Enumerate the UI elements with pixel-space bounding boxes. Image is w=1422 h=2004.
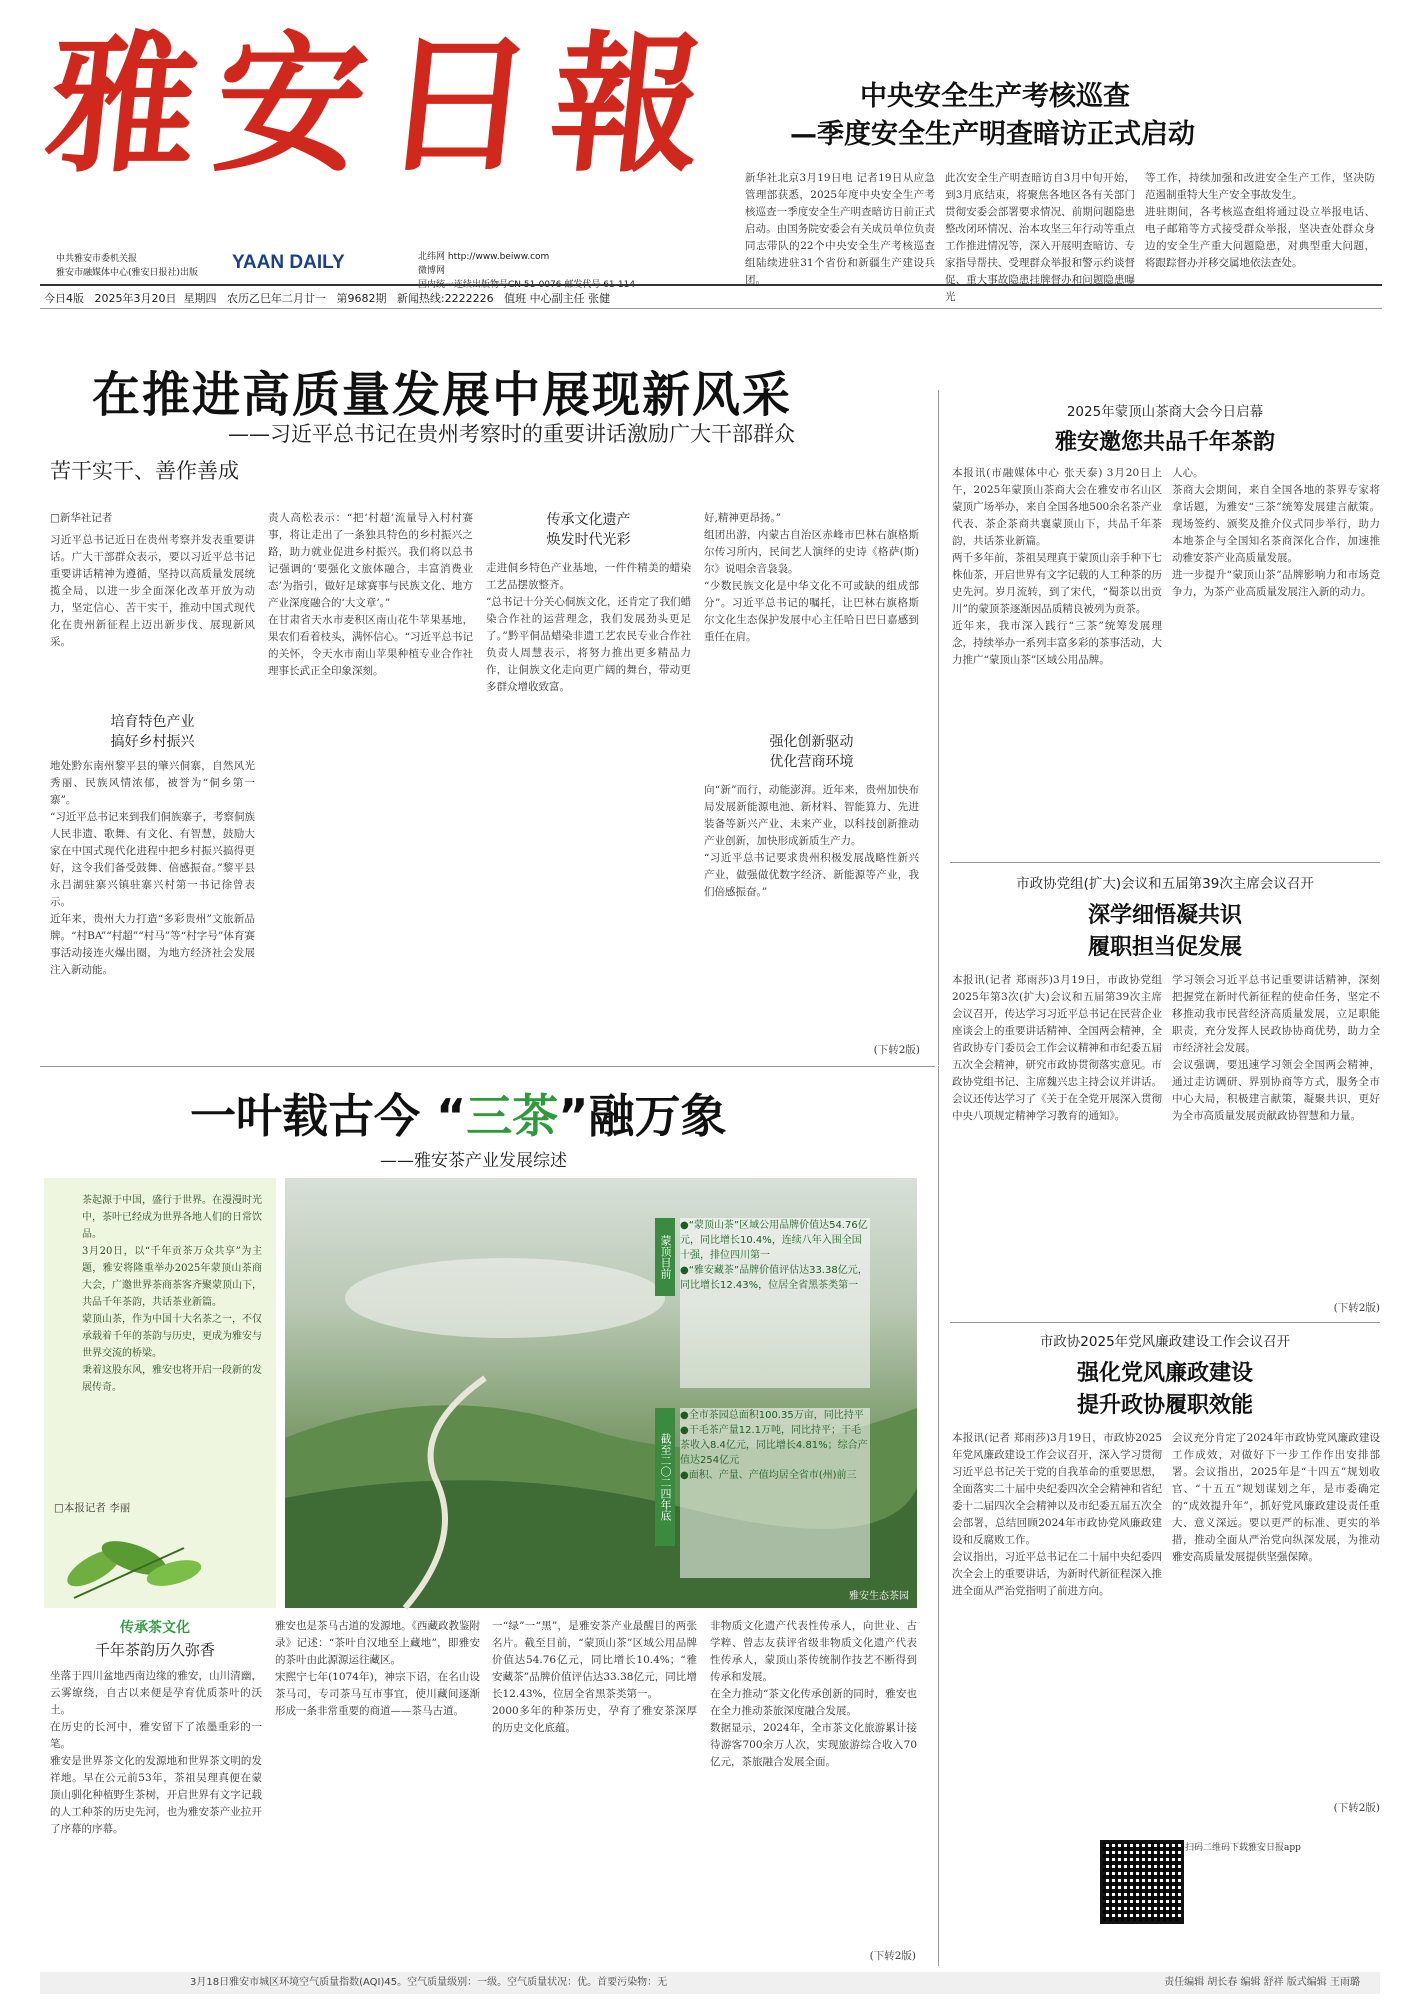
lead-col4: 好,精神更昂扬。” 组团出游，内蒙古自治区赤峰市巴林右旗格斯尔传习所内，民间艺人演绎的史诗《格萨(斯)尔》说唱余音袅袅。 “少数民族文化是中华文化不可或缺的组成部分”。习近平总书记的嘱托，让巴林右旗格斯尔文化生态保护发展中心主任哈日巴日嘉感到重任在肩。 [704,512,919,643]
feature-intro-text: 茶起源于中国，盛行于世界。在漫漫时光中，茶叶已经成为世界各地人们的日常饮品。 3月20日，以“千年贡茶万众共享”为主题，雅安将隆重举办2025年蒙顶山茶商大会，广邀世界茶商茶客齐聚蒙顶山下，共品千年茶韵，共话茶业新篇。 蒙顶山茶，作为中国十大名茶之一，不仅承载着千年的茶韵与历史，更成为雅安与世界交流的桥梁。 秉着这股东风，雅安也将开启一段新的发展传奇。 [82,1195,262,1393]
tea-fair-small-title: 2025年蒙顶山茶商大会今日启幕 [1066,404,1264,420]
tea-fair-col2: 人心。 茶商大会期间，来自全国各地的茶界专家将拿话题，为雅安“三茶”统筹发展建言献策。现场签约、颁奖及推介仪式同步举行，助力本地茶企与全国知名茶商深化合作，加速推动雅安茶产业高质量发展。 进一步提升“蒙顶山茶”品牌影响力和市场竞争力，为茶产业高质量发展注入新的动力。 [1172,467,1380,598]
feature-top-rule [40,1066,935,1067]
feature-title-pre: 一叶载古今 “ [190,1089,467,1143]
qr-code[interactable] [1100,1840,1184,1924]
site2: 北纬网 [418,252,446,262]
photo-credit: 雅安生态茶园 [849,1591,909,1602]
cppcc1-small-title: 市政协党组(扩大)会议和五届第39次主席会议召开 [1016,876,1314,892]
tea-fair-col1: 本报讯(市融媒体中心 张天泰) 3月20日上午，2025年蒙顶山茶商大会在雅安市名山区蒙顶广场举办，来自全国各地500余名茶产业代表、茶企茶商共襄蒙顶山下，共品千年茶韵，共话茶业新篇。 两千多年前，茶祖吴理真于蒙顶山亲手种下七株仙茶，开启世界有文字记载的人工种茶的历史先河。岁月流转，到了宋代，“蜀茶以出贡川”的蒙顶茶逐渐因品质精良被列为贡茶。 近年来，我市深入践行“三茶”统筹发展理念，持续举办一系列丰富多彩的茶事活动，大力推广“蒙顶山茶”区域公用品牌。 [952,467,1162,666]
top-story-title[interactable]: 中央安全生产考核巡查 [860,81,1130,112]
editor-credits: 责任编辑 胡长春 编辑 舒祥 版式编辑 王雨璐 [1164,1977,1360,1988]
feature-subtitle: ——雅安茶产业发展综述 [380,1151,567,1171]
lead-col1b: 地处黔东南州黎平县的肇兴侗寨，自然风光秀丽、民族风情浓郁，被誉为“侗乡第一寨”。 “习近平总书记来到我们侗族寨子，考察侗族人民非遗、歌舞、有文化、有智慧，鼓励大家在中国式现代化进程中把乡村振兴搞得更好，这令我们备受鼓舞、倍感振奋。”黎平县永吕湖驻寨兴镇驻寨兴村第一书记徐曾表示。 近年来，贵州大力打造“多彩贵州”文旅新品牌。“村BA”“村超”“村马”等“村字号”体育赛事活动接连火爆出圈，为地方经济社会发展注入新动能。 [50,760,255,976]
cppcc1-col2: 学习领会习近平总书记重要讲话精神，深刻把握党在新时代新征程的使命任务，坚定不移推动我市民营经济高质量发展，立足职能职责，充分发挥人民政协协商优势，助力全市经济社会发展。 会议强调，要迅速学习领会全国两会精神，通过走访调研、界别协商等方式，服务全市中心大局，积极建言献策，凝聚共识，更好为全市高质量发展贡献政协智慧和力量。 [1172,974,1380,1122]
lead-subtitle2: 苦干实干、善作善成 [50,459,239,483]
footer-bar [40,1972,1380,1994]
lead-byline: □新华社记者 [50,512,113,524]
lead-col3-head: 传承文化遗产 焕发时代光彩 [546,512,631,548]
cppcc1-col1: 本报讯(记者 郑雨莎)3月19日，市政协党组2025年第3次(扩大)会议和五届第39次主席会议召开，传达学习习近平总书记在民营企业座谈会上的重要讲话精神、全国两会精神，全省政协专门委员会工作会议精神和市纪委五届五次全会精神，研究市政协贯彻落实意见。市政协党组书记、主席魏兴忠主持会议并讲话。 会议还传达学习了《关于在全党开展深入贯彻中央八项规定精神学习教育的通知》。 [952,974,1162,1122]
site1: 微博网 [418,266,446,276]
stats-tag-1: 蒙顶目前 [655,1218,675,1296]
feature-title[interactable] [190,1080,726,1146]
cppcc1-continued: (下转2版) [1333,1302,1380,1314]
publisher-line2: 雅安市融媒体中心(雅安日报社)出版 [56,268,199,278]
cppcc2-title1[interactable]: 强化党风廉政建设 [1076,1361,1253,1386]
date-line: 今日4版 2025年3月20日 星期四 农历乙巳年二月廿一 第9682期 新闻热线:2222226 值班 中心副主任 张健 [44,292,611,305]
lead-col3: 走进侗乡特色产业基地，一件件精美的蜡染工艺品摆放整齐。 “总书记十分关心侗族文化，还肯定了我们蜡染合作社的运营理念，我们发展劲头更足了。”黔平侗品蜡染非遗工艺农民专业合作社负责人周慧表示，将努力推出更多精品力作，让侗族文化走向更广阔的舞台，带动更多群众增收致富。 [486,562,691,693]
issn: 国内统一连续出版物号CN 51-0076 邮发代号 61-114 [418,280,636,290]
cppcc2-continued: (下转2版) [1333,1802,1380,1814]
stats-tag-2: 截至二〇二四年底 [655,1408,675,1546]
stats-block-1: ●“蒙顶山茶”区域公用品牌价值达54.76亿元，同比增长10.4%，连续八年入围全国十强，排位四川第一 ●“雅安藏茶”品牌价值评估达33.38亿元，同比增长12.43%，位居全省黑茶类第一 [680,1218,870,1388]
cppcc2-title2[interactable]: 提升政协履职效能 [1076,1393,1253,1418]
lead-col4b: 向“新”而行，动能澎湃。近年来，贵州加快布局发展新能源电池、新材料、智能算力、先进装备等新兴产业、未来产业，以科技创新推动产业创新，加快形成新质生产力。 “习近平总书记要求贵州积极发展战略性新兴产业，做强做优数字经济、新能源等产业，我们倍感振奋。” [704,784,919,898]
feature-col2: 雅安也是茶马古道的发源地。《西藏政教鉴附录》记述：“茶叶自汉地至上藏地”，即雅安的茶叶由此源源运往藏区。 宋熙宁七年(1074年)，神宗下诏，在名山设茶马司，专司茶马互市事宜，使川藏间逐渐形成一条非常重要的商道——茶马古道。 [275,1620,480,1717]
top-story-subtitle: —季度安全生产明查暗访正式启动 [790,119,1195,150]
site-url[interactable]: http://www.beiww.com [447,252,550,262]
cppcc2-col2: 会议充分肯定了2024年市政协党风廉政建设工作成效，对做好下一步工作作出安排部署。会议指出，2025年是“十四五”规划收官、“十五五”规划谋划之年，是市委确定的“成效提升年”，抓好党风廉政建设责任重大、意义深远。要以更严的标准、更实的举措，推动全面从严治党向纵深发展，为推动雅安高质量发展提供坚强保障。 [1172,1432,1380,1563]
masthead-rule [40,284,1382,286]
masthead-title: 雅安日報 [38,17,730,193]
yaan-daily-logo: YAAN DAILY [232,252,345,273]
lead-col1: 习近平总书记近日在贵州考察并发表重要讲话。广大干部群众表示，要以习近平总书记重要讲话精神为遵循，坚持以高质量发展统揽全局，以进一步全面深化改革开放为动力，坚定信心、苦干实干，推动中国式现代化在贵州新征程上迈出新步伐、展现新风采。 [50,534,255,648]
lead-col1-head: 培育特色产业 搞好乡村振兴 [110,714,195,750]
qr-caption: 扫码二维码下载雅安日报app [1185,1843,1301,1853]
cppcc1-title2[interactable]: 履职担当促发展 [1087,935,1242,960]
feature-title-post: ”融万象 [558,1089,727,1143]
tea-garden-photo [285,1178,917,1608]
tea-fair-rule [950,862,1380,863]
stats-block-2: ●全市茶园总面积100.35万亩，同比持平 ●干毛茶产量12.1万吨，同比持平；干毛茶收入8.4亿元，同比增长4.81%；综合产值达254亿元 ●面积、产量、产值均居全省市(州)前三 [680,1408,870,1578]
feature-continued: (下转2版) [869,1950,916,1962]
cppcc1-rule [950,1322,1380,1323]
lead-subtitle: ——习近平总书记在贵州考察时的重要讲话激励广大干部群众 [228,422,795,446]
lead-continued: (下转2版) [873,1044,920,1056]
lower-column-divider [938,1066,939,1966]
lead-col4-head: 强化创新驱动 优化营商环境 [769,734,854,770]
feature-col1: 坐落于四川盆地西南边缘的雅安，山川清幽，云雾缭绕，自古以来便是孕育优质茶叶的沃土。 在历史的长河中，雅安留下了浓墨重彩的一笔。 雅安是世界茶文化的发源地和世界茶文明的发祥地。早在公元前53年，茶祖吴理真便在蒙顶山驯化种植野生茶树，开启世界有文字记载的人工种茶的历史先河，也为雅安茶产业拉开了序幕的序幕。 [50,1670,262,1835]
publisher-line1: 中共雅安市委机关报 [56,254,138,264]
tea-fair-title[interactable]: 雅安邀您共品千年茶韵 [1054,430,1275,455]
top-story-col3: 等工作，持续加强和改进安全生产工作，坚决防范遏制重特大生产安全事故发生。 进驻期间，各考核巡查组将通过设立举报电话、电子邮箱等方式接受群众举报，坚决查处群众身边的安全生产重大问题隐患，对典型重大问题，将跟踪督办并移交属地依法查处。 [1145,172,1375,269]
feature-col3: 一“绿”一“黑”，是雅安茶产业最醒目的两张名片。截至目前，“蒙顶山茶”区域公用品牌价值达54.76亿元，同比增长10.4%；“雅安藏茶”品牌价值评估达33.38亿元，同比增长12.43%，位居全省黑茶类第一。 2000多年的种茶历史，孕育了雅安茶深厚的历史文化底蕴。 [492,1620,697,1734]
cppcc2-col1: 本报讯(记者 郑雨莎)3月19日，市政协2025年党风廉政建设工作会议召开，深入学习贯彻习近平总书记关于党的自我革命的重要思想，全面落实二十届中央纪委四次全会精神和省纪委十二届四次全会精神以及市纪委五届五次全会部署，总结回顾2024年市政协党风廉政建设和反腐败工作。 会议指出，习近平总书记在二十届中央纪委四次全会上的重要讲话，为新时代新征程深入推进全面从严治党指明了前进方向。 [952,1432,1162,1597]
feature-section1-head: 传承茶文化 [120,1620,190,1636]
lead-title[interactable]: 在推进高质量发展中展现新风采 [92,367,793,423]
cppcc1-title1[interactable]: 深学细悟凝共识 [1087,903,1242,928]
feature-title-green: 三茶 [466,1089,559,1143]
publisher-info [56,252,198,280]
feature-byline: □本报记者 李丽 [54,1502,131,1514]
top-story-col1: 新华社北京3月19日电 记者19日从应急管理部获悉，2025年度中央安全生产考核巡查一季度安全生产明查暗访日前正式启动。由国务院安委会有关成员单位负责同志带队的22个中央安全生产考核巡查组陆续进驻31个省份和新疆生产建设兵团。 [745,172,935,286]
feature-intro-box [44,1178,276,1608]
feature-section1-sub: 千年茶韵历久弥香 [94,1641,215,1659]
feature-col4: 非物质文化遗产代表性传承人，向世业、古学粹、曾志友获评省级非物质文化遗产代表性传承人，蒙顶山茶传统制作技艺不断得到传承和发展。 在全力推动“茶文化传承创新的同时，雅安也在全力推动茶旅深度融合发展。 数据显示，2024年，全市茶文化旅游累计接待游客700余万人次，实现旅游综合收入70亿元，茶旅融合发展全面。 [710,1620,917,1768]
top-story-col2: 此次安全生产明查暗访自3月中旬开始，到3月底结束，将聚焦各地区各有关部门贯彻安委会部署要求情况、前期问题隐患整改闭环情况、治本攻坚三年行动等重点工作推进情况等，深入开展明查暗访、专家指导帮扶、受理群众举报和警示约谈督促、重大事故隐患挂牌督办和问题隐患曝光 [945,172,1135,303]
lead-col2: 责人高松表示：“把‘村超’流量导入村村赛事，将让走出了一条独具特色的乡村振兴之路，助力就业促进乡村振兴。我们将以总书记强调的‘要强化文旅体融合，丰富消费业态’为指引，做好足球赛事与民族文化、地方产业深度融合的‘大文章’。” 在甘肃省天水市麦积区南山花牛苹果基地，果农们看着枝头，满怀信心。“习近平总书记的关怀，令天水市南山苹果种植专业合作社理事长武正全印象深刻。 [268,512,473,677]
tea-leaf-illustration [54,1518,214,1603]
air-quality-note: 3月18日雅安市城区环境空气质量指数(AQI)45。空气质量级别：一级。空气质量状况：优。首要污染物：无 [190,1977,668,1988]
cppcc2-small-title: 市政协2025年党风廉政建设工作会议召开 [1039,1334,1291,1350]
date-rule [40,308,1382,309]
right-column-divider [938,390,939,1065]
